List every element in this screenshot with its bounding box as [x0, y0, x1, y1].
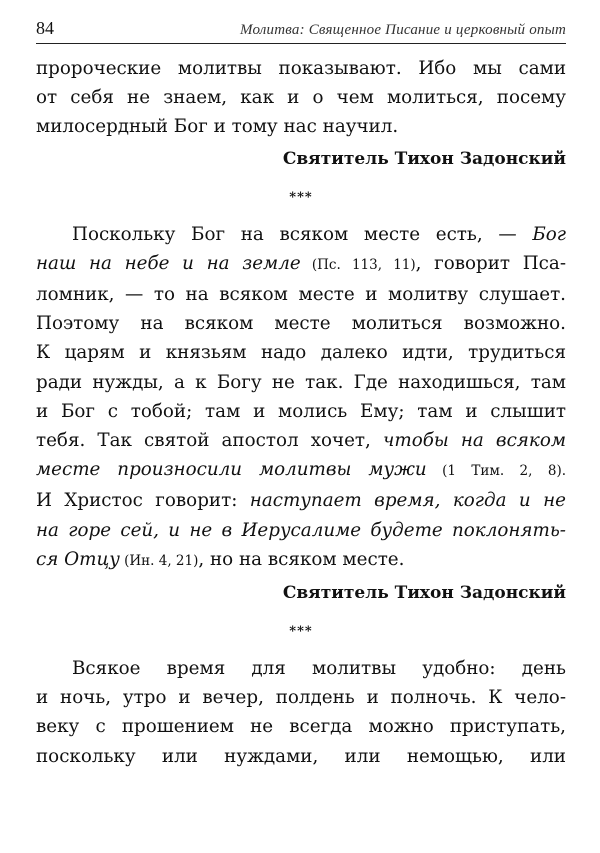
text-line: К царям и князьям надо далеко идти, трудиться: [36, 342, 566, 364]
section-separator-2: ***: [289, 624, 313, 640]
text-line: Поэтому на всяком месте молиться возможно.: [36, 313, 566, 335]
text-run: Поскольку Бог на всяком месте есть, —: [72, 223, 533, 245]
text-run: , говорит Псa-: [415, 252, 566, 274]
attribution-1: Святитель Тихон Задонский: [282, 148, 566, 169]
text-line: и Бог с тобой; там и молись Ему; там и слышит: [36, 400, 566, 422]
text-line: от себя не знаем, как и о чем молиться, посему: [36, 87, 566, 109]
scripture-quote: чтобы на всяком: [382, 430, 566, 452]
scripture-reference: (Ин. 4, 21): [119, 552, 199, 569]
section-separator-1: ***: [289, 189, 313, 205]
text-line: [36, 545, 566, 576]
text-run: тебя. Так святой апостол хочет,: [36, 430, 383, 452]
text-line: милосердный Бог и тому нас научил.: [36, 116, 399, 138]
scripture-quote: ся Отцу: [36, 548, 120, 570]
page-number: 84: [36, 18, 54, 38]
book-page: [36, 18, 566, 771]
scripture-quote: наступает время, когда и не: [249, 490, 566, 512]
paragraph-2: [36, 220, 566, 576]
text-line: веку с прошением не всегда можно приступать,: [36, 716, 566, 738]
text-line: и ночь, утро и вечер, полдень и полночь. К чело-: [36, 687, 566, 709]
text-line: поскольку или нуждами, или немощью, или: [36, 745, 566, 767]
scripture-quote: наш на небе и на земле: [36, 252, 301, 274]
text-line: [36, 486, 566, 515]
scripture-quote: Бог: [532, 223, 566, 245]
text-line: [36, 426, 566, 455]
text-run: И Христос говорит:: [36, 490, 250, 512]
text-line: [36, 249, 566, 280]
text-line: [36, 220, 566, 249]
text-line: [36, 455, 566, 486]
text-line: на горе сей, и не в Иерусалиме будете поклонять-: [36, 519, 566, 541]
text-line: ради нужды, а к Богу не так. Где находишься, там: [36, 371, 566, 393]
running-title: Молитва: Священное Писание и церковный опыт: [239, 22, 566, 38]
paragraph-1: [36, 54, 566, 142]
text-line: ломник, — то на всяком месте и молитву слушает.: [36, 284, 566, 306]
text-line: Всякое время для молитвы удобно: день: [72, 658, 566, 680]
scripture-quote: месте произносили молитвы мужи: [36, 459, 427, 481]
scripture-reference: (1 Тим. 2, 8).: [426, 463, 567, 480]
running-head: [36, 18, 566, 44]
text-line: пророческие молитвы показывают. Ибо мы сами: [36, 58, 566, 79]
attribution-2: Святитель Тихон Задонский: [282, 583, 566, 604]
text-run: , но на всяком месте.: [198, 548, 405, 570]
paragraph-3: [36, 654, 566, 771]
scripture-reference: (Пс. 113, 11): [300, 256, 416, 273]
